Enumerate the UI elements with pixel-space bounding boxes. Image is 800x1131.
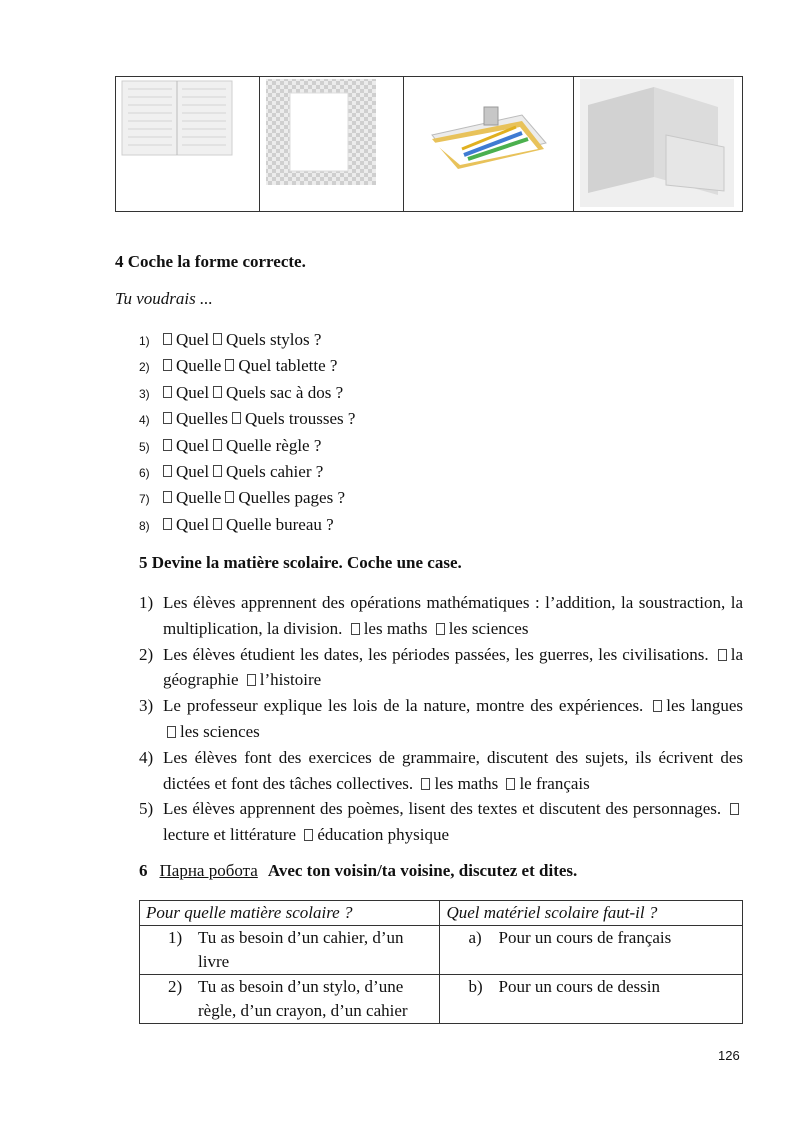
list-item	[139, 436, 355, 462]
option-b: Quels stylos ?	[226, 330, 322, 349]
table-cell	[440, 926, 743, 975]
checkbox[interactable]	[718, 649, 727, 661]
list-item	[139, 590, 743, 642]
option-2: l’histoire	[259, 670, 322, 690]
list-item	[139, 356, 355, 382]
list-item	[139, 693, 743, 745]
checkbox[interactable]	[213, 439, 222, 451]
option-b: Quel tablette ?	[238, 356, 338, 376]
list-item	[139, 642, 743, 694]
option-a: Quel	[176, 330, 210, 349]
image-cell-folder	[574, 77, 742, 211]
option-a: Quelles	[176, 409, 228, 429]
row-text: Tu as besoin d’un cahier, d’un livre	[198, 928, 404, 971]
row-number: 1)	[168, 928, 183, 947]
list-item	[139, 409, 355, 435]
option-b: Quelle bureau ?	[226, 514, 334, 534]
item-number: 8)	[139, 518, 150, 533]
option-a: Quelle	[176, 488, 222, 508]
list-item	[139, 330, 355, 356]
item-text: Les élèves apprennent des poèmes, lisent des textes et discutent des personnages.	[163, 799, 722, 819]
row-text: Pour un cours de dessin	[498, 977, 660, 996]
item-number: 2)	[139, 360, 150, 375]
option-b: Quels sac à dos ?	[226, 382, 344, 402]
option-b: Quelles pages ?	[238, 488, 346, 508]
table-row	[140, 975, 743, 1024]
item-text: Les élèves apprennent des opérations mathématiques : l’addition, la soustraction, la multiplication, la division.	[163, 593, 743, 638]
option-2: le français	[519, 773, 590, 793]
option-2: les sciences	[180, 721, 260, 741]
column-header: Pour quelle matière scolaire ?	[140, 901, 440, 926]
option-1: les langues	[666, 696, 743, 716]
ex4-title: 4 Coche la forme correcte.	[115, 252, 306, 271]
item-number: 1)	[139, 593, 154, 612]
item-number: 7)	[139, 492, 150, 507]
pair-work-label: Парна робота	[159, 861, 258, 880]
image-cell-pencil-case	[404, 77, 574, 211]
item-number: 6)	[139, 465, 150, 480]
checkbox[interactable]	[213, 333, 222, 345]
list-item	[139, 488, 355, 514]
option-a: Quelle	[176, 356, 222, 376]
image-cell-notebook	[116, 77, 260, 211]
ex6-heading	[139, 861, 577, 881]
checkbox[interactable]	[167, 726, 176, 738]
list-item	[139, 383, 355, 409]
ex5-title: 5 Devine la matière scolaire. Coche une case.	[139, 553, 462, 572]
option-a: Quel	[176, 382, 210, 402]
checkbox[interactable]	[163, 439, 172, 451]
column-header: Quel matériel scolaire faut-il ?	[440, 901, 743, 926]
ex4-subtitle: Tu voudrais ...	[115, 289, 213, 308]
row-number: 2)	[168, 977, 183, 996]
item-text: Les élèves étudient les dates, les périodes passées, les guerres, les civilisations.	[163, 644, 709, 664]
checkbox[interactable]	[163, 333, 172, 345]
item-number: 1)	[139, 334, 150, 348]
checkbox[interactable]	[163, 412, 172, 424]
row-letter: b)	[468, 977, 483, 996]
table-cell	[140, 975, 440, 1024]
checkbox[interactable]	[653, 700, 662, 712]
checkbox[interactable]	[163, 386, 172, 398]
image-cell-sheet	[260, 77, 404, 211]
table-cell	[440, 975, 743, 1024]
checkbox[interactable]	[213, 386, 222, 398]
ex6-title: Avec ton voisin/ta voisine, discutez et dites.	[267, 861, 578, 880]
option-1: les maths	[363, 618, 428, 638]
option-a: Quel	[176, 435, 210, 455]
item-text: Le professeur explique les lois de la nature, montre des expériences.	[163, 696, 644, 716]
checkbox[interactable]	[225, 491, 234, 503]
option-1: les maths	[434, 773, 499, 793]
checkbox[interactable]	[225, 359, 234, 371]
list-item	[139, 745, 743, 797]
option-a: Quel	[176, 514, 210, 534]
page-number: 126	[718, 1048, 740, 1063]
checkbox[interactable]	[213, 465, 222, 477]
item-number: 4)	[139, 747, 154, 767]
row-text: Tu as besoin d’un stylo, d’une règle, d’un crayon, d’un cahier	[198, 977, 408, 1020]
row-text: Pour un cours de français	[498, 928, 672, 947]
option-1: lecture et littérature	[163, 825, 297, 845]
ex6-table	[139, 900, 743, 1024]
item-number: 2)	[139, 644, 154, 664]
item-number: 5)	[139, 799, 154, 819]
option-b: Quelle règle ?	[226, 435, 322, 455]
list-item	[139, 796, 743, 848]
table-cell	[140, 926, 440, 975]
list-item	[139, 515, 355, 541]
checkbox[interactable]	[351, 623, 360, 635]
checkbox[interactable]	[213, 518, 222, 530]
pencil-case-image	[404, 77, 574, 211]
item-number: 5)	[139, 439, 150, 454]
item-text: Les élèves font des exercices de grammaire, discutent des sujets, ils écrivent des dictées et font des tâches collectives.	[163, 747, 743, 793]
checkbox[interactable]	[436, 623, 445, 635]
open-notebook-image	[116, 77, 260, 211]
table-header-row	[140, 901, 743, 926]
blank-sheet-image	[260, 77, 404, 211]
option-a: Quel	[176, 461, 210, 481]
row-letter: a)	[468, 928, 482, 947]
checkbox[interactable]	[163, 465, 172, 477]
item-number: 3)	[139, 386, 150, 401]
list-item	[139, 462, 355, 488]
checkbox[interactable]	[421, 778, 430, 790]
checkbox[interactable]	[506, 778, 515, 790]
option-2: éducation physique	[317, 825, 450, 845]
checkbox[interactable]	[163, 518, 172, 530]
image-table	[115, 76, 743, 212]
checkbox[interactable]	[163, 491, 172, 503]
item-number: 4)	[139, 413, 150, 428]
checkbox[interactable]	[730, 803, 739, 815]
ex4-list	[139, 330, 355, 541]
checkbox[interactable]	[247, 674, 256, 686]
option-2: les sciences	[448, 618, 529, 638]
checkbox[interactable]	[163, 359, 172, 371]
ex5-list	[139, 590, 743, 848]
ex6-number: 6	[139, 861, 148, 880]
checkbox[interactable]	[304, 829, 313, 841]
option-b: Quels trousses ?	[244, 409, 356, 429]
checkbox[interactable]	[232, 412, 241, 424]
option-1: la géographie	[163, 644, 743, 690]
folder-image	[574, 77, 742, 211]
option-b: Quels cahier ?	[226, 461, 324, 481]
item-number: 3)	[139, 696, 154, 716]
table-row	[140, 926, 743, 975]
